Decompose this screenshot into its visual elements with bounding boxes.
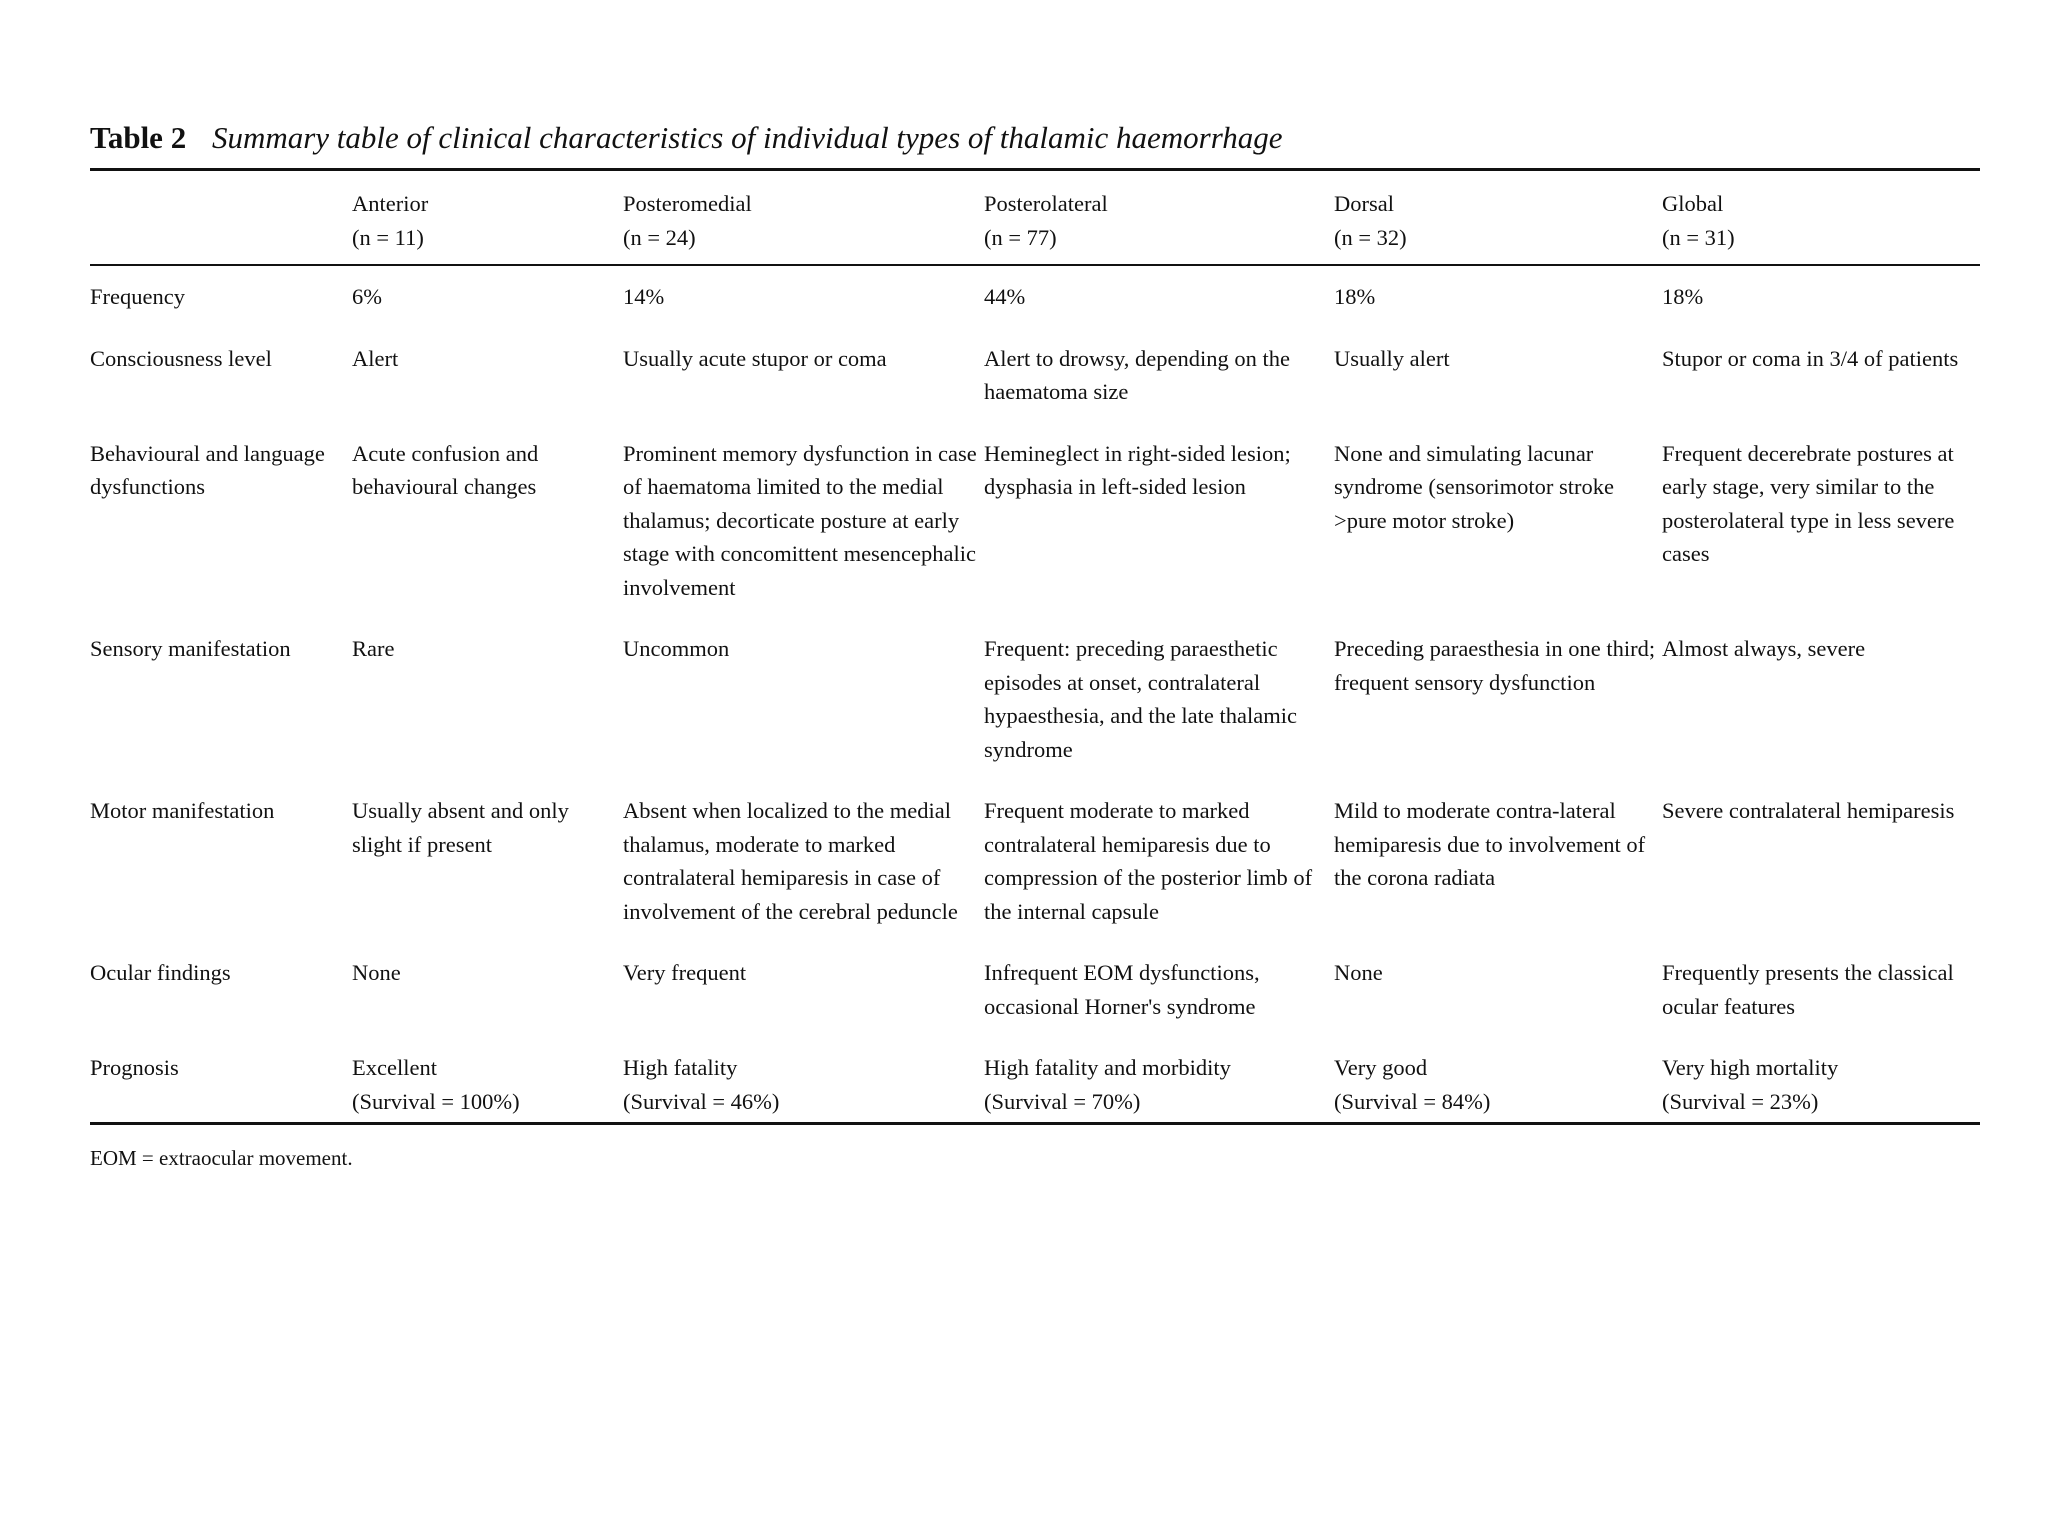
table-cell: Usually absent and only slight if present [352,798,569,857]
table-cell: 18% [1334,284,1376,309]
table-cell: Hemineglect in right-sided lesion; dysphasia in left-sided lesion [984,440,1291,499]
column-name: Anterior [352,191,429,216]
row-label: Motor manifestation [90,798,275,823]
table-cell: None [352,960,401,985]
table-row-sensory [90,626,1980,788]
row-label: Consciousness level [90,345,272,371]
table-cell: Prominent memory dysfunction in case of haematoma limited to the medial thalamus; decorticate posture at early stage with concomittent mesencephalic involvement [623,440,977,600]
table-cell: Acute confusion and behavioural changes [352,440,539,499]
table-cell: Uncommon [623,636,730,661]
table-cell: Severe contralateral hemiparesis [1662,798,1955,823]
column-n: (n = 77) [984,224,1057,250]
caption-label: Table 2 [90,120,187,155]
table-cell: Frequently presents the classical ocular features [1662,960,1954,1019]
column-n: (n = 24) [623,224,696,250]
table-cell [1662,1045,1980,1124]
table-cell: 44% [984,284,1026,309]
header-cell-global [1662,170,1980,266]
table-cell: 14% [623,284,665,309]
table-cell: Usually alert [1334,345,1450,371]
header-cell-posteromedial [623,170,984,266]
column-name: Dorsal [1334,191,1394,216]
prognosis-text: Excellent [352,1055,437,1080]
table-cell: Absent when localized to the medial thalamus, moderate to marked contralateral hemiparesis in case of involvement of the cerebral peduncle [623,798,958,924]
table-caption [90,118,1980,158]
table-cell: 18% [1662,284,1704,309]
table-cell: None [1334,960,1383,985]
table-cell: Frequent decerebrate postures at early stage, very similar to the posterolateral type in less severe cases [1662,440,1955,566]
prognosis-text: High fatality [623,1055,738,1080]
prognosis-text: High fatality and morbidity [984,1055,1231,1080]
table-cell: Preceding paraesthesia in one third; frequent sensory dysfunction [1334,636,1656,695]
table-cell [352,1045,623,1124]
clinical-characteristics-table [90,168,1980,1125]
table-row-consciousness [90,336,1980,431]
table-cell: Frequent: preceding paraesthetic episodes at onset, contralateral hypaesthesia, and the late thalamic syndrome [984,636,1298,762]
table-cell: 6% [352,284,382,309]
survival-text: (Survival = 70%) [984,1088,1141,1114]
table-cell: Mild to moderate contra-lateral hemiparesis due to involvement of the corona radiata [1334,798,1646,890]
column-name: Global [1662,191,1724,216]
table-cell: Alert [352,345,399,371]
column-name: Posteromedial [623,191,752,216]
table-row-prognosis [90,1045,1980,1124]
table-row-frequency [90,265,1980,336]
prognosis-text: Very good [1334,1055,1428,1080]
table-row-ocular [90,950,1980,1045]
header-cell-empty [90,170,352,266]
table-cell [623,1045,984,1124]
survival-text: (Survival = 100%) [352,1088,520,1114]
table-cell: Frequent moderate to marked contralateral hemiparesis due to compression of the posterior limb of the internal capsule [984,798,1313,924]
table-cell [984,1045,1334,1124]
header-cell-anterior [352,170,623,266]
survival-text: (Survival = 23%) [1662,1088,1819,1114]
table-cell: None and simulating lacunar syndrome (sensorimotor stroke >pure motor stroke) [1334,440,1614,533]
survival-text: (Survival = 84%) [1334,1088,1491,1114]
column-n: (n = 31) [1662,224,1735,250]
table-cell [1334,1045,1662,1124]
header-cell-dorsal [1334,170,1662,266]
row-label: Frequency [90,284,185,309]
table-cell: Alert to drowsy, depending on the haematoma size [984,345,1290,404]
row-label: Ocular findings [90,960,231,985]
table-cell: Stupor or coma in 3/4 of patients [1662,345,1959,371]
row-label: Sensory manifestation [90,636,291,661]
column-n: (n = 11) [352,224,424,250]
table-footnote: EOM = extraocular movement. [90,1146,353,1170]
header-cell-posterolateral [984,170,1334,266]
table-header [90,170,1980,266]
header-row [90,170,1980,266]
survival-text: (Survival = 46%) [623,1088,780,1114]
table-cell: Usually acute stupor or coma [623,345,887,371]
column-n: (n = 32) [1334,224,1407,250]
table-row-motor [90,788,1980,950]
prognosis-text: Very high mortality [1662,1055,1839,1080]
table-cell: Almost always, severe [1662,636,1866,661]
row-label: Behavioural and language dysfunctions [90,440,325,499]
column-name: Posterolateral [984,191,1108,216]
table-cell: Very frequent [623,960,747,985]
table-cell: Infrequent EOM dysfunctions, occasional Horner's syndrome [984,960,1260,1019]
table-body [90,265,1980,1124]
table-row-behavioural [90,431,1980,627]
row-label: Prognosis [90,1045,352,1124]
caption-title: Summary table of clinical characteristics of individual types of thalamic haemorrhage [211,120,1283,155]
table-cell: Rare [352,636,395,661]
table-block [90,118,1980,1173]
